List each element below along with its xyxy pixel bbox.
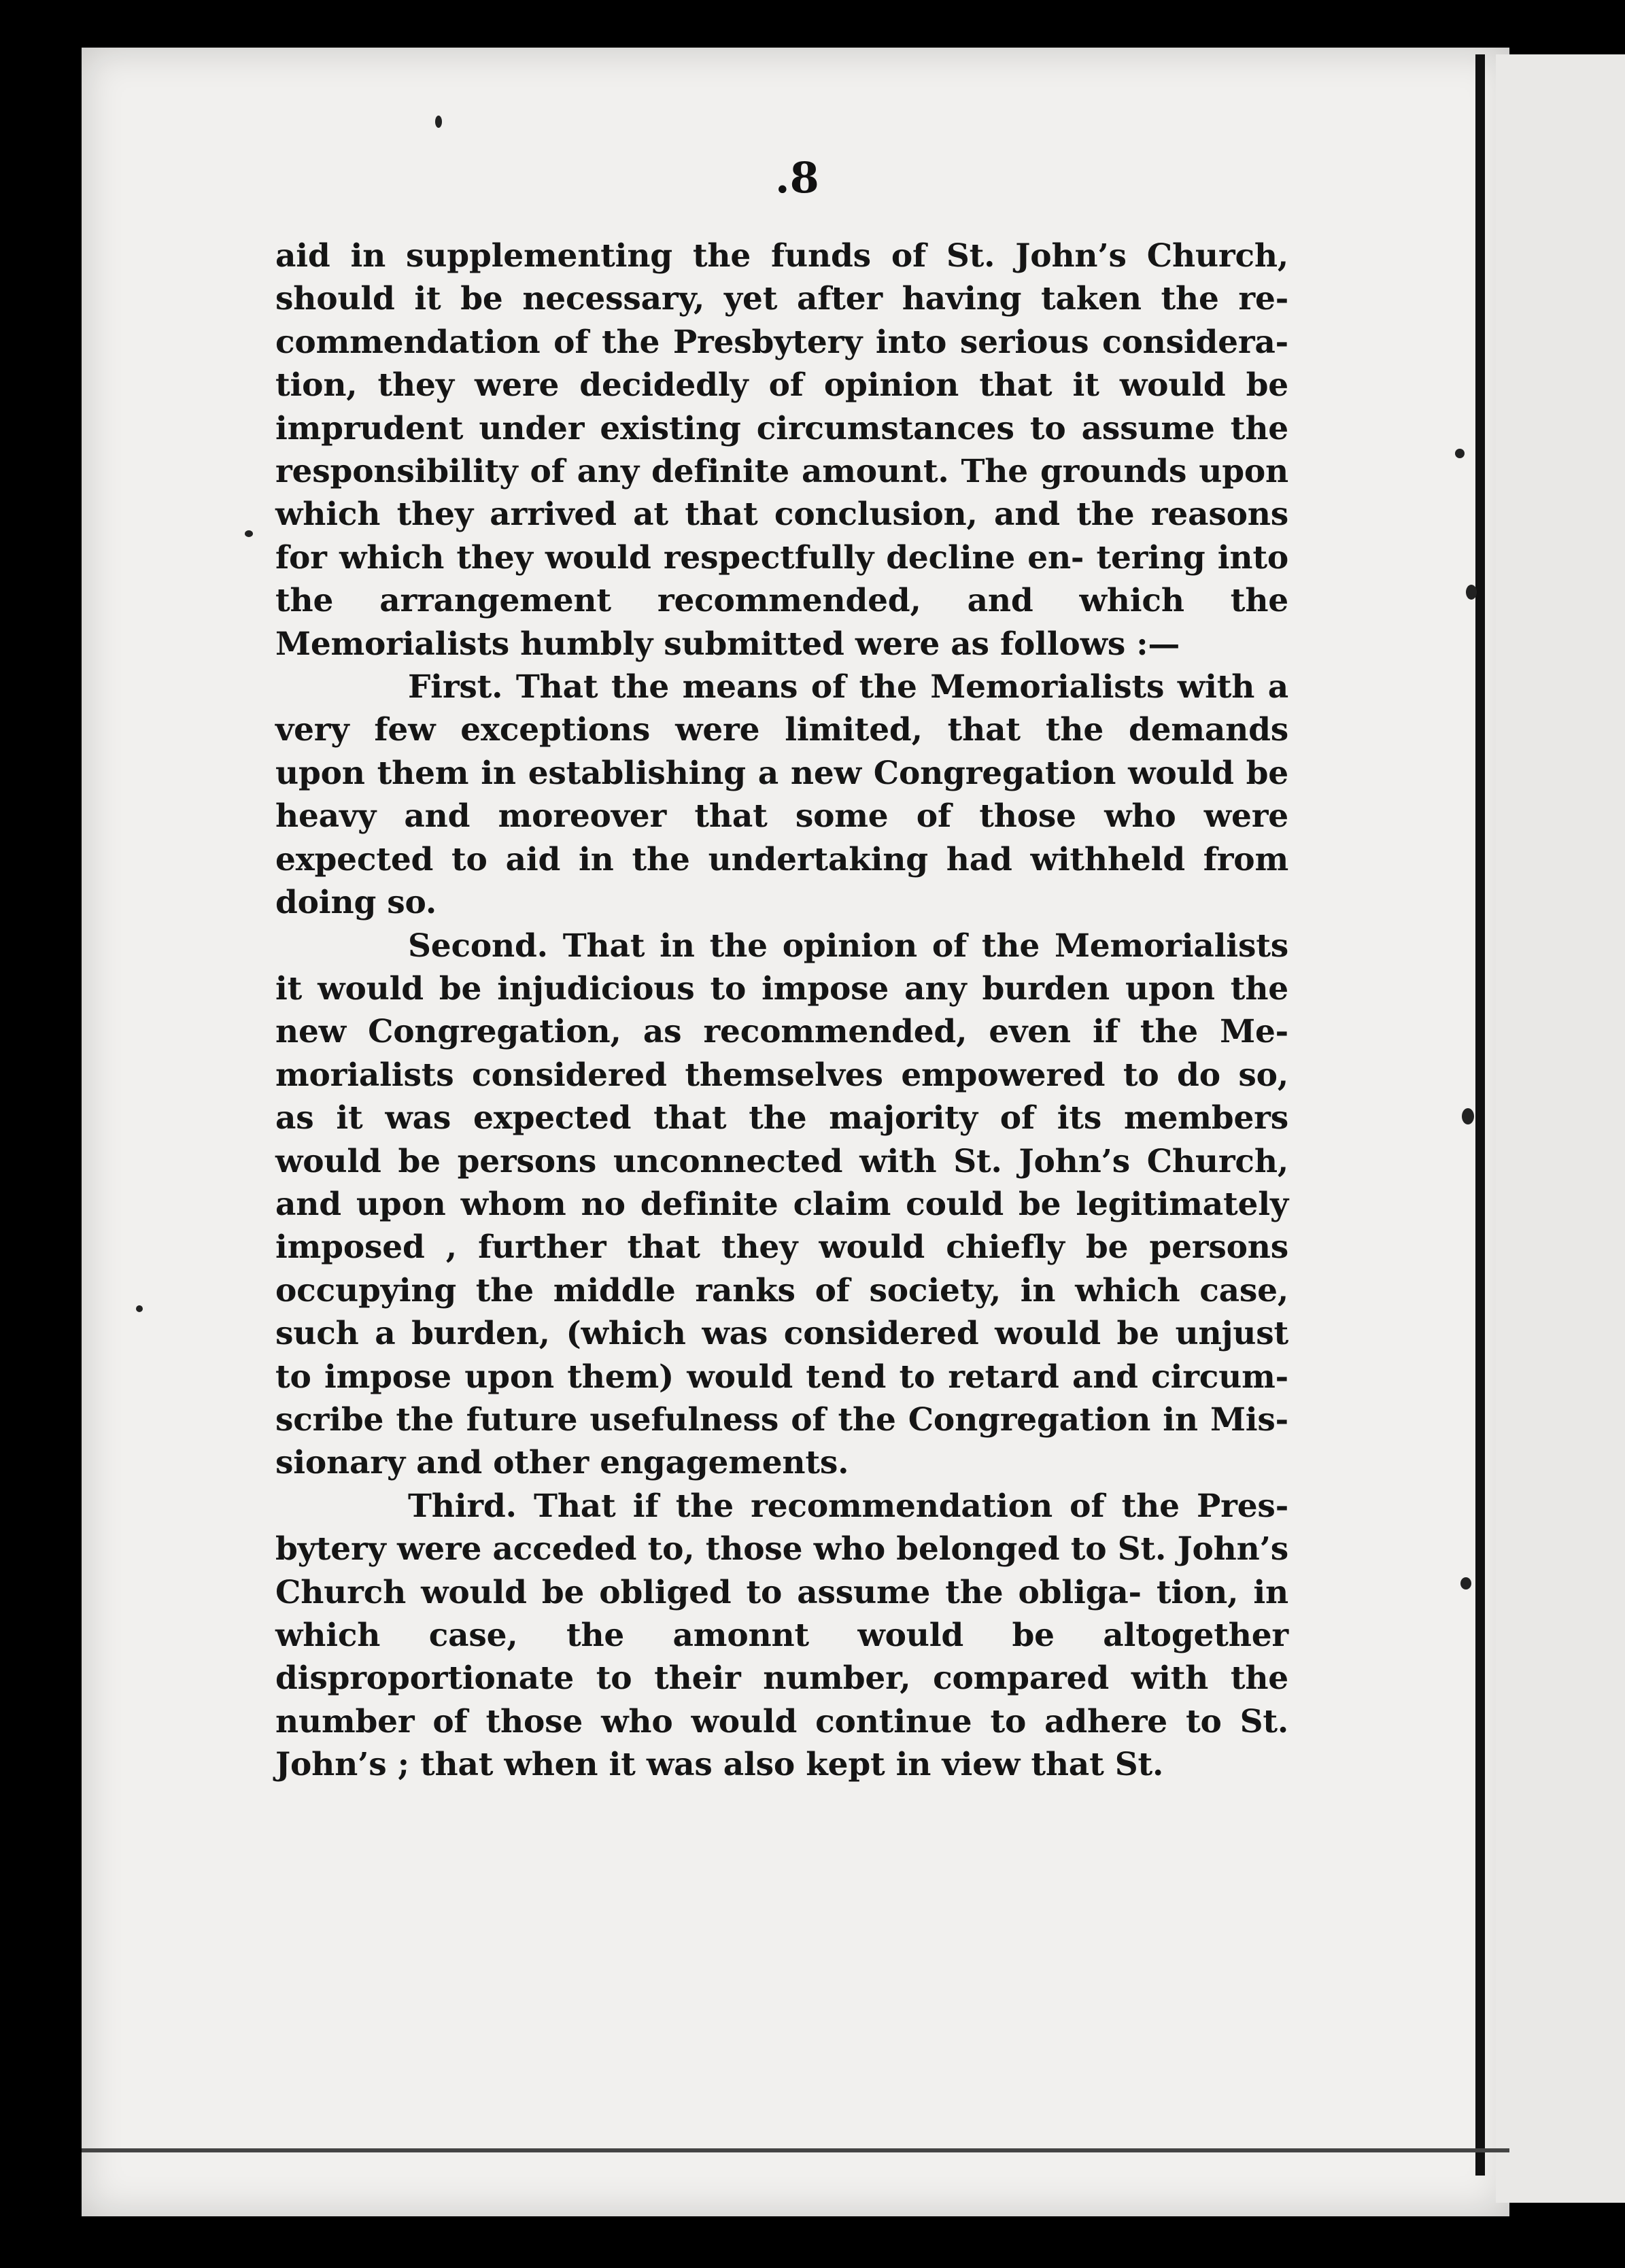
adjacent-page-edge bbox=[1496, 54, 1625, 2203]
paragraph-second: Second. That in the opinion of the Memorialists it would be injudicious to impose any burden upon the new Congregation, as recommended, even if the Me- morialists considered themselves empowered to do so, as it was expected that the majority of its members would be persons unconnected with St. John’s Church, and upon whom no definite claim could be legitimately imposed , further that they would chiefly be persons occupying the middle ranks of society, in which case, such a burden, (which was considered would be unjust to impose upon them) would tend to retard and circum- scribe the future usefulness of the Congregation in Mis- sionary and other engagements. bbox=[275, 927, 1288, 1482]
paragraph-first: First. That the means of the Memorialists with a very few exceptions were limited, that the demands upon them in establishing a new Congregation would be heavy and moreover that some of those who were expected to aid in the undertaking had withheld from doing so. bbox=[275, 668, 1288, 922]
scan-speck bbox=[1462, 1108, 1474, 1124]
scan-speck bbox=[136, 1305, 143, 1312]
scan-speck bbox=[435, 116, 442, 128]
scan-speck bbox=[1466, 585, 1477, 600]
binding-fold-line bbox=[1475, 54, 1485, 2176]
scan-speck bbox=[1455, 449, 1465, 458]
paragraph-continuation: aid in supplementing the funds of St. John’s Church, should it be necessary, yet after having taken the re- commendation of the Presbytery into serious considera- tion, they were decidedly of opinion that it would be imprudent under existing circumstances to assume the responsibility of any definite amount. The grounds upon which they arrived at that conclusion, and the reasons for which they would respectfully decline en- tering into the arrangement recommended, and which the Memorialists humbly submitted were as follows :— bbox=[275, 237, 1288, 663]
paragraph-third: Third. That if the recommendation of the Pres- bytery were acceded to, those who belonged to St. John’s Church would be obliged to assume the obliga- tion, in which case, the amonnt would be altogether disproportionate to their number, compared with the number of those who would continue to adhere to St. John’s ; that when it was also kept in view that St. bbox=[275, 1487, 1288, 1784]
scan-speck bbox=[245, 530, 253, 537]
page-bottom-edge bbox=[82, 2148, 1509, 2152]
body-text bbox=[275, 235, 1288, 1787]
scan-speck bbox=[1460, 1577, 1471, 1590]
page-number: .8 bbox=[775, 153, 819, 203]
